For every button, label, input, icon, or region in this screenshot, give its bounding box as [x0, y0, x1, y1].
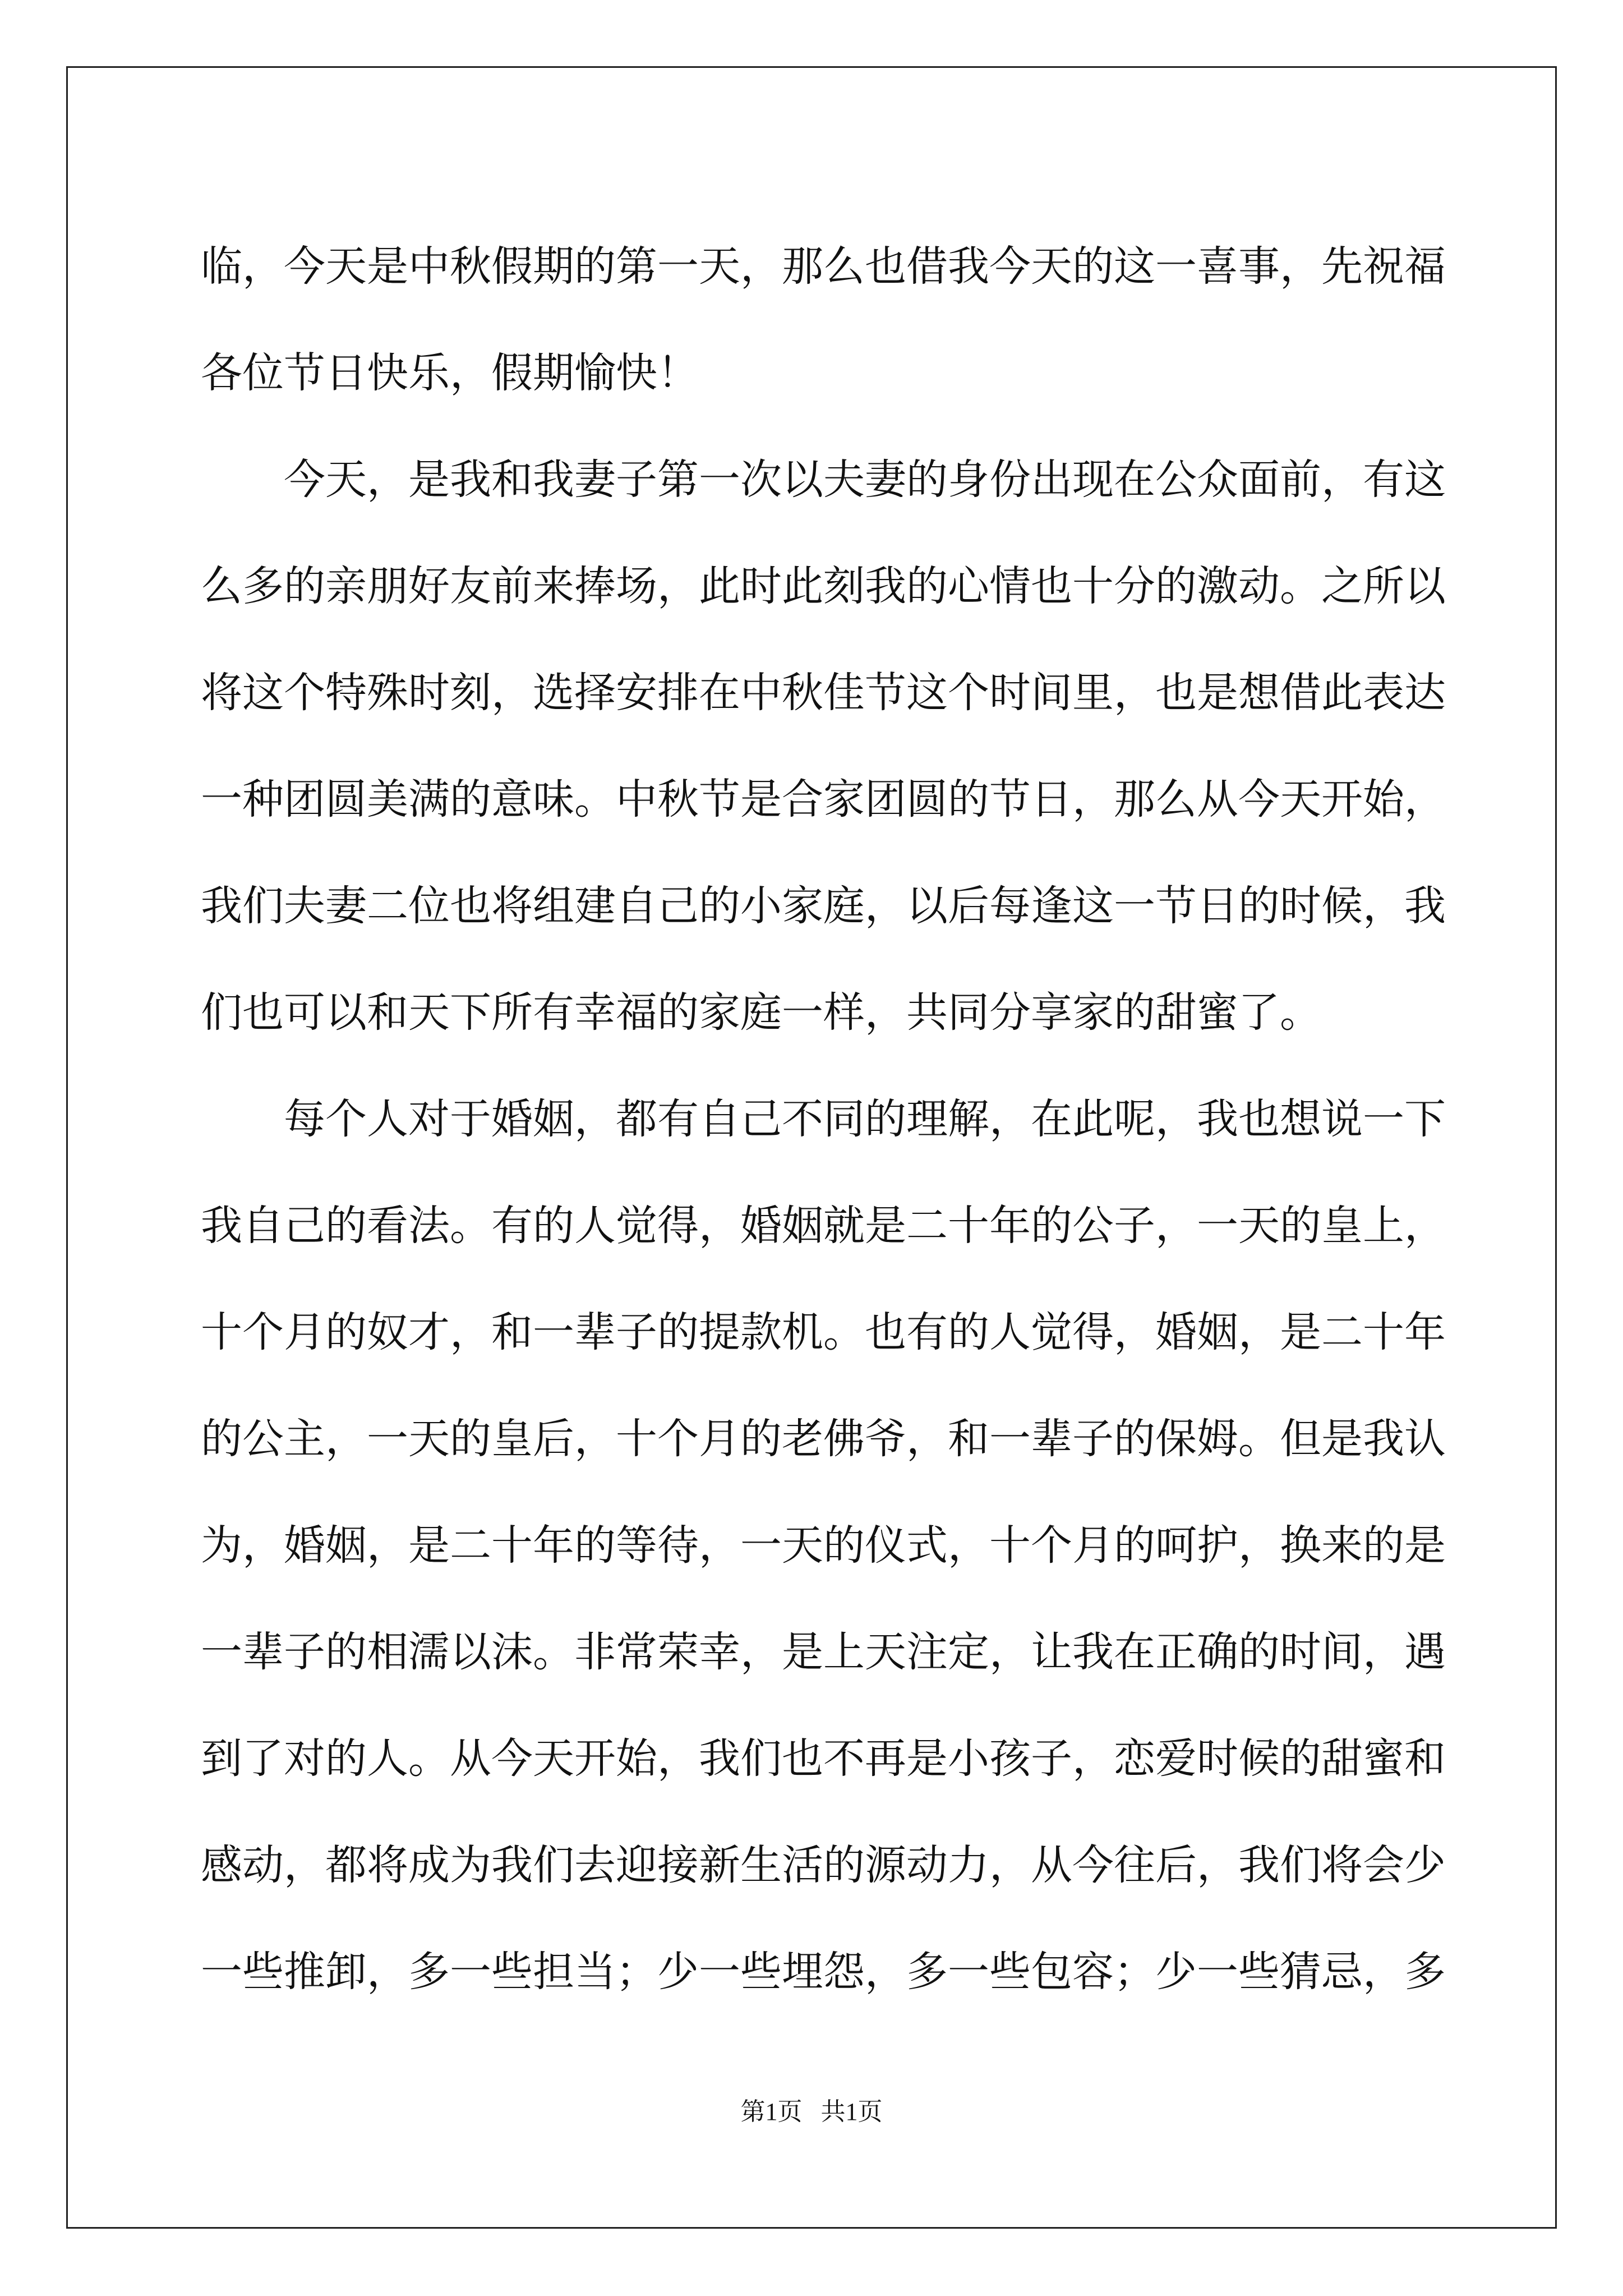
text-line: 一辈子的相濡以沫。非常荣幸，是上天注定，让我在正确的时间，遇: [201, 1628, 1446, 1676]
text-line: 到了对的人。从今天开始，我们也不再是小孩子，恋爱时候的甜蜜和: [201, 1734, 1446, 1783]
text-line: 临，今天是中秋假期的第一天，那么也借我今天的这一喜事，先祝福: [201, 242, 1446, 291]
page-footer: [0, 2091, 1623, 2127]
page-total: 共1页: [820, 2098, 883, 2125]
text-line: 一种团圆美满的意味。中秋节是合家团圆的节日，那么从今天开始，: [201, 775, 1446, 823]
document-body: [201, 213, 1446, 2025]
text-line: 么多的亲朋好友前来捧场，此时此刻我的心情也十分的激动。之所以: [201, 562, 1446, 610]
text-line: 我自己的看法。有的人觉得，婚姻就是二十年的公子，一天的皇上，: [201, 1202, 1446, 1250]
text-line: 为，婚姻，是二十年的等待，一天的仪式，十个月的呵护，换来的是: [201, 1521, 1446, 1570]
text-line: 今天，是我和我妻子第一次以夫妻的身份出现在公众面前，有这: [284, 455, 1446, 504]
text-line: 们也可以和天下所有幸福的家庭一样，共同分享家的甜蜜了。: [201, 988, 1321, 1037]
text-line: 十个月的奴才，和一辈子的提款机。也有的人觉得，婚姻，是二十年: [201, 1308, 1446, 1356]
text-line: 各位节日快乐，假期愉快！: [201, 349, 699, 397]
text-line: 将这个特殊时刻，选择安排在中秋佳节这个时间里，也是想借此表达: [201, 669, 1446, 717]
text-line: 我们夫妻二位也将组建自己的小家庭，以后每逢这一节日的时候，我: [201, 882, 1446, 930]
text-line: 每个人对于婚姻，都有自己不同的理解，在此呢，我也想说一下: [284, 1095, 1446, 1143]
text-line: 感动，都将成为我们去迎接新生活的源动力，从今往后，我们将会少: [201, 1841, 1446, 1889]
page-number: 第1页: [740, 2098, 803, 2125]
text-line: 的公主，一天的皇后，十个月的老佛爷，和一辈子的保姆。但是我认: [201, 1415, 1446, 1463]
text-line: 一些推卸，多一些担当；少一些埋怨，多一些包容；少一些猜忌，多: [201, 1948, 1446, 1996]
